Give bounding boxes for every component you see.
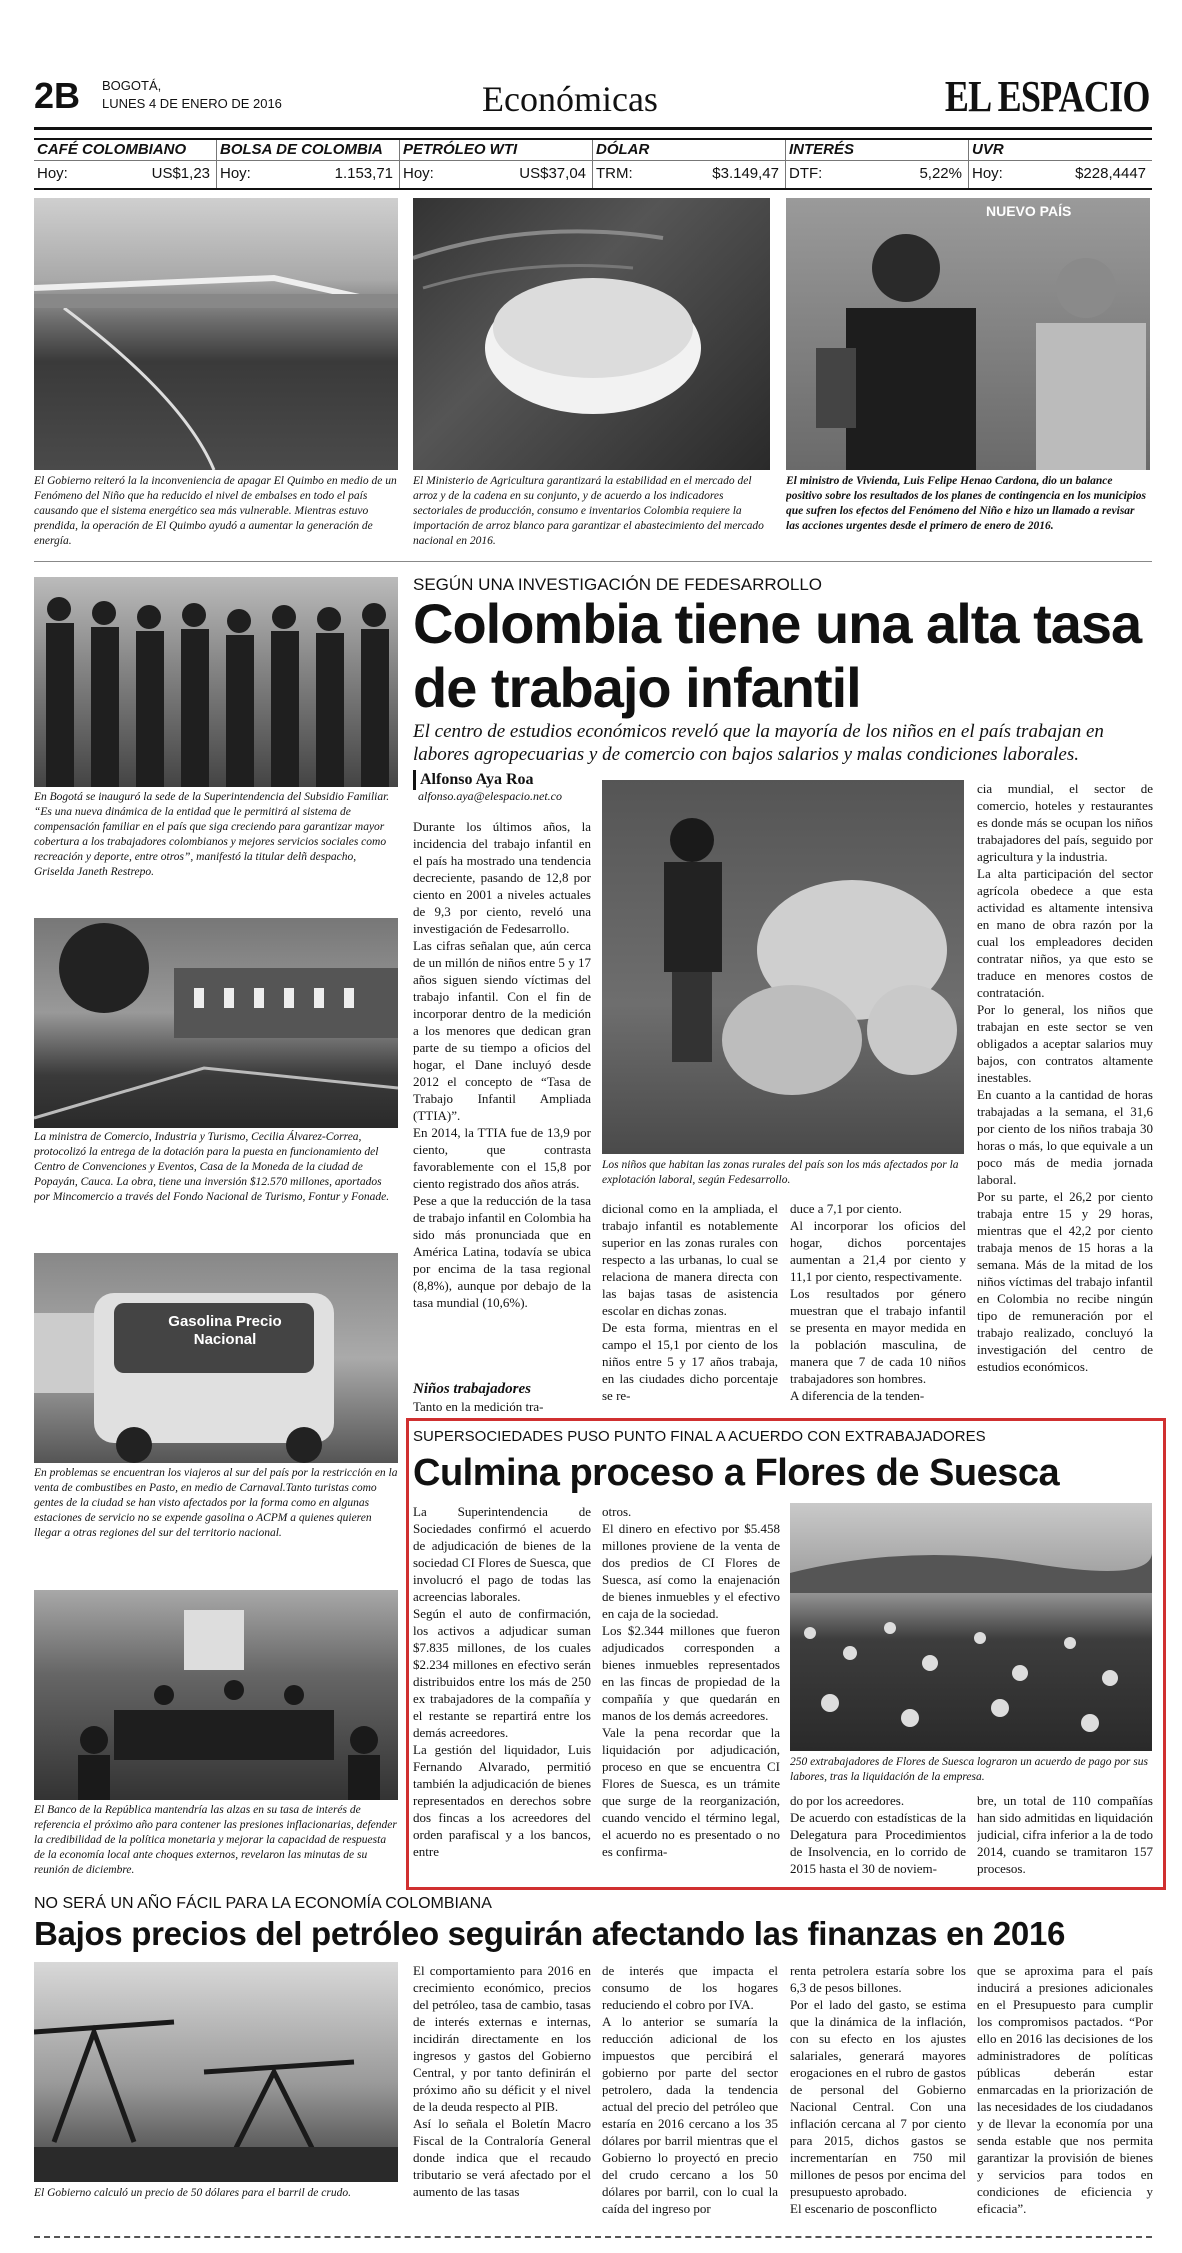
ticker-value: $3.149,47 [712,165,779,182]
photo-flowers [790,1503,1152,1751]
photo-casa-moneda [34,918,398,1128]
section-title: Económicas [482,79,658,119]
ticker-label: BOLSA DE COLOMBIA [217,140,399,161]
photo-supersubsidio [34,577,398,787]
main-col1: Durante los últimos años, la incidencia del trabajo infantil en el país ha mostrado una tendencia decreciente, pasando de 12,8 por ciento en 2001 a niveles actuales de 9,3 por ciento, reveló una investigación de Fedesarrollo. Las cifras señalan que, aún cerca de un millón de niños entre 5 y 17 años siguen siendo víctimas del trabajo infantil. Con el fin de incorporar dentro de la medición a los menores que dedican gran parte de su tiempo a oficios del hogar, el Dane incluyó desde 2012 el concepto de “Tasa de Trabajo Infantil Ampliada (TTIA)”. En 2014, la TTIA fue de 13,9 por ciento, que contrasta favorablemente con el 15,8 por ciento registrado dos años atrás. Pese a que la reducción de la tasa de trabajo infantil en Colombia ha sido más pronunciada que en América Latina, todavía se ubica por encima de la tasa regional (8,8%), aunque por debajo de la tasa mundial (10,6%). [413,819,591,1310]
supersoc-col3: do por los acreedores. De acuerdo con estadísticas de la Delegatura para Procedimientos de Insolvencia, en lo corrido de 2015 hasta el 30 de noviem- [790,1793,966,1876]
photo-banrep [34,1590,398,1800]
bottom-rule [34,2236,1152,2238]
child-sheep-drawing [602,780,964,1154]
ticker-key: Hoy: [972,165,1003,182]
caption-banrep: El Banco de la República mantendría las alzas en su tasa de interés de referencia el próximo año para contener las presiones inflacionarias, defender la credibilidad de la política monetaria y mejorar la capacidad de respuesta de la economía local ante choques externos, revelaron las minutas de su reunión de diciembre. [34,1804,397,1876]
ticker-value: $228,4447 [1075,165,1146,182]
masthead: EL ESPACIO [945,72,1150,121]
photo-rice [413,198,770,470]
ticker-interes [786,140,969,188]
caption-minvivienda: El ministro de Vivienda, Luis Felipe Henao Cardona, dio un balance positivo sobre los resultados de los planes de contingencia en los municipios que sufren los efectos del Fenómeno del Niño e hizo un llamado a revisar las acciones urgentes desde el primero de enero de 2016. [786,475,1147,532]
ticker-label: CAFÉ COLOMBIANO [34,140,216,161]
taxi-sign: Gasolina Precio Nacional [168,1313,282,1348]
oil-col2: de interés que impacta el consumo de los hogares reduciendo el cobro por IVA. A lo anterior se sumaría la reducción adicional de los impuestos que percibirá el gobierno por parte del sector petrolero, dada la tendencia actual del precio del petróleo que estaría en 2016 cercano a los 35 dólares por barril mientras que el Gobierno lo proyectó en precio del crudo cercano a los 50 dólares por barril, con lo cual la caída del ingreso por [602,1963,778,2216]
supersoc-headline: Culmina proceso a Flores de Suesca [413,1452,1060,1494]
rice-bowl-drawing [413,198,770,470]
page-number: 2B [34,75,81,116]
ticker-bolsa [217,140,400,188]
ticker-cafe [34,140,217,188]
caption-supersubsidio: En Bogotá se inauguró la sede de la Superintendencia del Subsidio Familiar. “Es una nueva dinámica de la entidad que le permitirá al sistema de compensación familiar en el país que siga creciendo para garantizar mayor cobertura a los trabajadores colombianos y mejores servicios sociales como recreación y deporte, entre otros”, manifestó la titular delñ despacho, Griselda Janeth Restrepo. [34,791,390,878]
press-conference-drawing [786,198,1150,470]
main-col1-tail: Tanto en la medición tra- [413,1399,544,1414]
supersoc-col4: bre, un total de 110 compañías han sido admitidas en liquidación judicial, cifra inferior a la de todo 2014, cuando se tramitaron 157 procesos. [977,1793,1153,1876]
plaza-drawing [34,918,398,1128]
main-col3: duce a 7,1 por ciento. Al incorporar los oficios del hogar, dichos porcentajes aumentan a 21,4 por ciento y 11,1 por ciento, respectivamente. Los resultados por género muestran que el trabajo infantil se presenta en mayor medida en la población masculina, de manera que 7 de cada 10 niños trabajadores son hombres. A diferencia de la tenden- [790,1201,966,1403]
oil-pump-drawing [34,1962,398,2182]
group-photo-drawing [34,577,398,787]
meeting-drawing [34,1590,398,1800]
dam-drawing [34,198,398,470]
main-col4: cia mundial, el sector de comercio, hoteles y restaurantes es donde más se ocupan los niños trabajadores del país, seguido por agricultura y la industria. La alta participación del sector agrícola obedece a que esta actividad es altamente intensiva en mano de obra razón por la cual los empleadores deciden contratar niños, ya que esto se traduce en menores costos de contratación. Por lo general, los niños que trabajan en este sector se ven obligados a aceptar salarios muy bajos, con contratos altamente inestables. En cuanto a la cantidad de horas trabajadas a la semana, el 31,6 por ciento de los niños trabaja 30 horas o más, lo que equivale a un poco más de media jornada laboral. Por su parte, el 26,2 por ciento trabaja entre 15 y 29 horas, mientras que el 42,2 por ciento trabaja menos de 15 horas a la semana. Más de la mitad de los niños víctimas del trabajo infantil en Colombia no recibe ningún tipo de remuneración por el trabajo realizado, concluyó la investigación del centro de estudios económicos. [977,781,1153,1374]
supersoc-col2: otros. El dinero en efectivo por $5.458 millones proviene de la venta de dos predios de CI Flores de Suesca, así como la enajenación de bienes inmuebles y el efectivo en caja de la sociedad. Los $2.344 millones que fueron adjudicados corresponden a bienes inmuebles representados en las fincas de propiedad de la compañía y que quedarán en manos de los demás acreedores. Vale la pena recordar que la liquidación por adjudicación, proceso en que se encuentra CI Flores de Suesca, es un trámite que surge de la reorganización, cuando vencido el término legal, el acuerdo no es presentado o no es confirma- [602,1504,780,1859]
ticker-value: US$37,04 [519,165,586,182]
ticker-value: 5,22% [919,165,962,182]
ticker-key: TRM: [596,165,633,182]
ticker-label: INTERÉS [786,140,968,161]
caption-flowers: 250 extrabajadores de Flores de Suesca lograron un acuerdo de pago por sus labores, tras la liquidación de la empresa. [790,1756,1148,1783]
author-email: alfonso.aya@elespacio.net.co [418,789,563,803]
page-header [34,68,1152,130]
main-col2: dicional como en la ampliada, el trabajo infantil es notablemente superior en las zonas rurales con respecto a las urbanas, lo cual se relaciona de manera directa con las bajas tasas de asistencia escolar en dichas zonas. De esta forma, mientras en el campo el 15,1 por ciento de los niños entre 5 y 17 años trabaja, en las ciudades dicho porcentaje se re- [602,1201,778,1403]
ticker-value: US$1,23 [151,165,210,182]
supersoc-col1: La Superintendencia de Sociedades confirmó el acuerdo de adjudicación de bienes de la sociedad CI Flores de Suesca, que involucró el pago de todas las acreencias laborales. Según el auto de confirmación, los activos a adjudicar suman $7.835 millones, de los cuales $2.234 millones en efectivo serán distribuidos entre los más de 250 ex trabajadores de la compañía y el restante se repartirá entre los demás acreedores. La gestión del liquidador, Luis Fernando Alvarado, permitió también la adjudicación de bienes representados en derechos sobre dos fincas a los acreedores del orden parafiscal y a los bancos, entre [413,1504,591,1859]
caption-rice: El Ministerio de Agricultura garantizará la estabilidad en el mercado del arroz y de la cadena en su conjunto, y de acuerdo a los indicadores sectoriales de producción, consumo e inventarios Colombia requiere la importación de arroz blanco para garantizar el abastecimiento del mercado nacional en 2016. [413,475,764,547]
ticker-petroleo [400,140,593,188]
ticker-dolar [593,140,786,188]
divider [34,561,1152,562]
supersoc-kicker: SUPERSOCIEDADES PUSO PUNTO FINAL A ACUERDO CON EXTRABAJADORES [413,1428,986,1445]
oil-col4: que se aproxima para el país inducirá a presiones adicionales en el Presupuesto para cumplir los compromisos pactados. “Por ello en 2016 las decisiones de los administradores de políticas públicas deberán estar enmarcadas en la priorización de las necesidades de los ciudadanos y de llevar la economía por una senda estable que nos permita garantizar la provisión de bienes y servicios para todos en condiciones de eficiencia y eficacia”. [977,1963,1153,2216]
ticker-key: Hoy: [403,165,434,182]
photo-oil-pumps [34,1962,398,2182]
caption-pasto: En problemas se encuentran los viajeros al sur del país por la restricción en la venta de combustibes en Pasto, en medio de Carnaval.Tanto turistas como gentes de la ciudad se han visto afectados por la forma como en algunas estaciones de servicio no se expende gasolina o ACPM a quienes quieren llegar a otras regiones del sur del territorio nacional. [34,1467,398,1539]
caption-casa-moneda: La ministra de Comercio, Industria y Turismo, Cecilia Álvarez-Correa, protocolizó la entrega de la dotación para la puesta en funcionamiento del Centro de Convenciones y Eventos, Casa de la Moneda de la ciudad de Popayán, Cauca. La obra, tiene una inversión $12.570 millones, aportados por Mincomercio a través del Fondo Nacional de Turismo, Fontur y Fonade. [34,1131,390,1203]
header-city: BOGOTÁ, [102,78,162,93]
caption-oil: El Gobierno calculó un precio de 50 dólares para el barril de crudo. [34,2187,351,2199]
ticker-value: 1.153,71 [334,165,393,182]
caption-quimbo: El Gobierno reiteró la la inconveniencia de apagar El Quimbo en medio de un Fenómeno del Niño que ha reducido el nivel de embalses en todo el país causando que el sistema energético sea más vulnerable. Mientras estuvo prendida, la operación de El Quimbo ayudó a aumentar la generación de energía. [34,475,397,547]
main-deck: El centro de estudios económicos reveló que la mayoría de los niños en el país trabajan en labores agropecuarias y de comercio con bajos salarios y malas condiciones laborales. [413,721,1104,765]
taxi-drawing [34,1253,398,1463]
ticker-key: Hoy: [220,165,251,182]
author-name: Alfonso Aya Roa [413,770,534,790]
ticker-key: DTF: [789,165,823,182]
main-headline: Colombia tiene una alta tasa de trabajo infantil [413,592,1142,719]
ticker-label: DÓLAR [593,140,785,161]
main-subhead: Niños trabajadores [413,1381,531,1397]
photo-pasto-taxis [34,1253,398,1463]
oil-kicker: NO SERÁ UN AÑO FÁCIL PARA LA ECONOMÍA COLOMBIANA [34,1895,492,1912]
photo-child-sheep [602,780,964,1154]
header-date: LUNES 4 DE ENERO DE 2016 [102,96,282,111]
main-kicker: SEGÚN UNA INVESTIGACIÓN DE FEDESARROLLO [413,575,823,594]
caption-child: Los niños que habitan las zonas rurales del país son los más afectados por la explotación laboral, según Fedesarrollo. [602,1159,959,1186]
ticker-label: UVR [969,140,1152,161]
ticker-key: Hoy: [37,165,68,182]
oil-headline: Bajos precios del petróleo seguirán afectando las finanzas en 2016 [34,1915,1066,1952]
ticker-uvr [969,140,1152,188]
photo-minvivienda [786,198,1150,470]
ticker-label: PETRÓLEO WTI [400,140,592,161]
photo-dam [34,198,398,470]
banner-text: NUEVO PAÍS [986,203,1072,219]
oil-col3: renta petrolera estaría sobre los 6,3 de pesos billones. Por el lado del gasto, se estima que la dinámica de la inflación, con su efecto en los ajustes salariales, generará mayores erogaciones en el rubro de gastos de personal del Gobierno Nacional Central. Con una inflación cercana al 7 por ciento para 2015, dichos gastos se incrementarían en 750 mil millones de pesos por encima del presupuesto aprobado. El escenario de posconflicto [790,1963,966,2216]
flower-field-drawing [790,1503,1152,1751]
oil-col1: El comportamiento para 2016 en crecimiento económico, precios del petróleo, tasa de cambio, tasas de interés externas e internas, incidirán directamente en los ingresos y gastos del Gobierno Central, y por tanto definirán el próximo año su déficit y el nivel de la deuda respecto al PIB. Así lo señala el Boletín Macro Fiscal de la Contraloría General donde indica que el recaudo tributario se verá afectado por el aumento de las tasas [413,1963,591,2199]
